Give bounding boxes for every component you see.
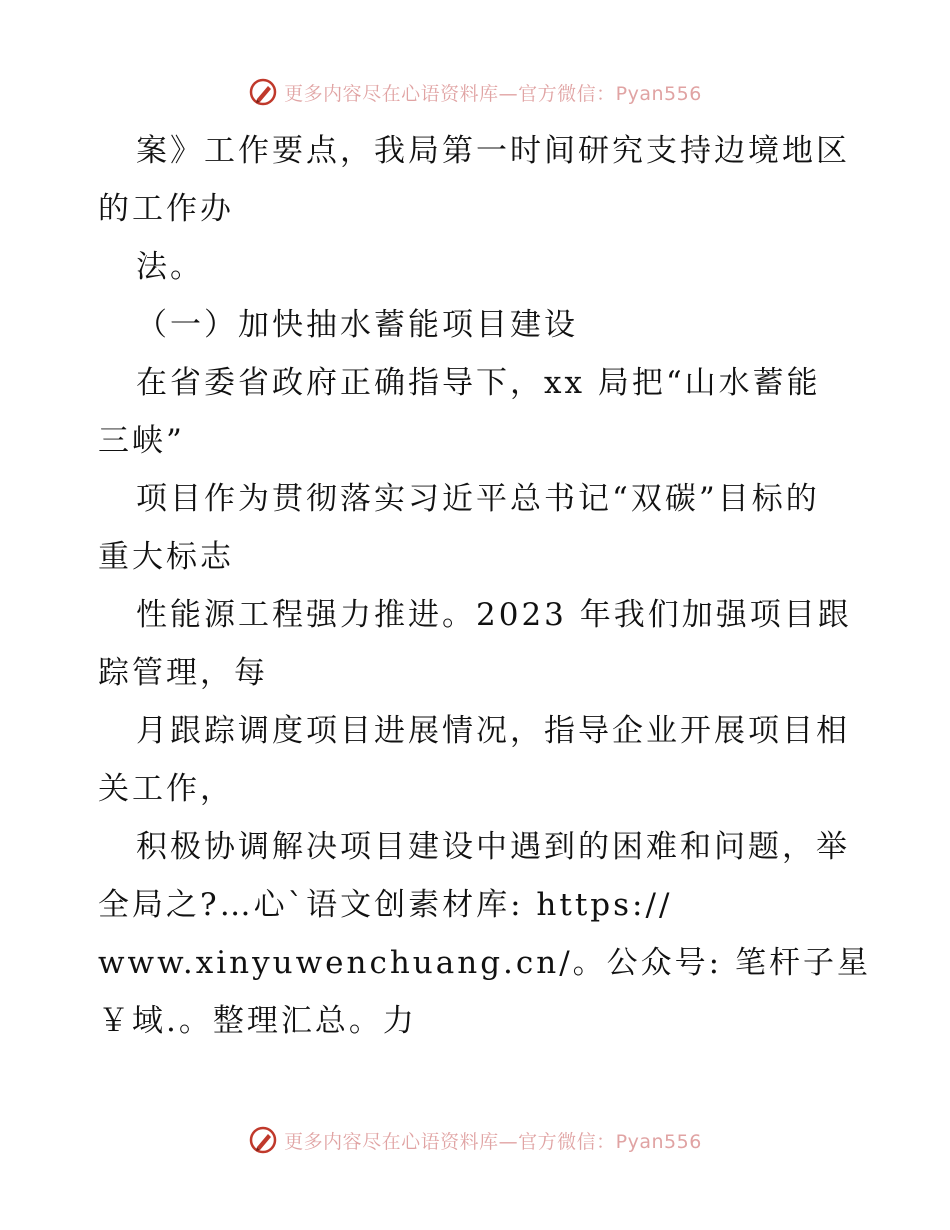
section-heading: （一）加快抽水蓄能项目建设 (136, 307, 578, 343)
body-line: 的工作办 (98, 191, 234, 227)
body-line: ￥域.。整理汇总。力 (98, 1003, 417, 1039)
body-line: 重大标志 (98, 539, 234, 575)
body-line: 三峡” (98, 423, 185, 459)
body-line: 在省委省政府正确指导下，xx 局把“山水蓄能 (136, 365, 821, 401)
document-body (98, 122, 871, 1050)
body-line: 法。 (136, 249, 204, 285)
body-line: 案》工作要点，我局第一时间研究支持边境地区 (136, 133, 850, 169)
body-line: 月跟踪调度项目进展情况，指导企业开展项目相 (136, 713, 850, 749)
pen-logo-icon (248, 77, 278, 107)
body-line: 踪管理，每 (98, 655, 268, 691)
header-watermark-text: 更多内容尽在心语资料库—官方微信：Pyan556 (284, 82, 702, 105)
body-line: 积极协调解决项目建设中遇到的困难和问题，举 (136, 829, 850, 865)
body-line: 项目作为贯彻落实习近平总书记“双碳”目标的 (136, 481, 820, 517)
pen-logo-icon (248, 1125, 278, 1155)
body-line: 关工作， (98, 771, 234, 807)
header-watermark-banner (0, 72, 950, 112)
body-line: 全局之?…心`语文创素材库: https:// (98, 887, 673, 923)
footer-watermark-text: 更多内容尽在心语资料库—官方微信：Pyan556 (284, 1130, 702, 1153)
footer-watermark-banner (0, 1120, 950, 1160)
body-line: www.xinyuwenchuang.cn/。公众号: 笔杆子星 (98, 945, 871, 981)
body-line: 性能源工程强力推进。2023 年我们加强项目跟 (136, 597, 852, 633)
